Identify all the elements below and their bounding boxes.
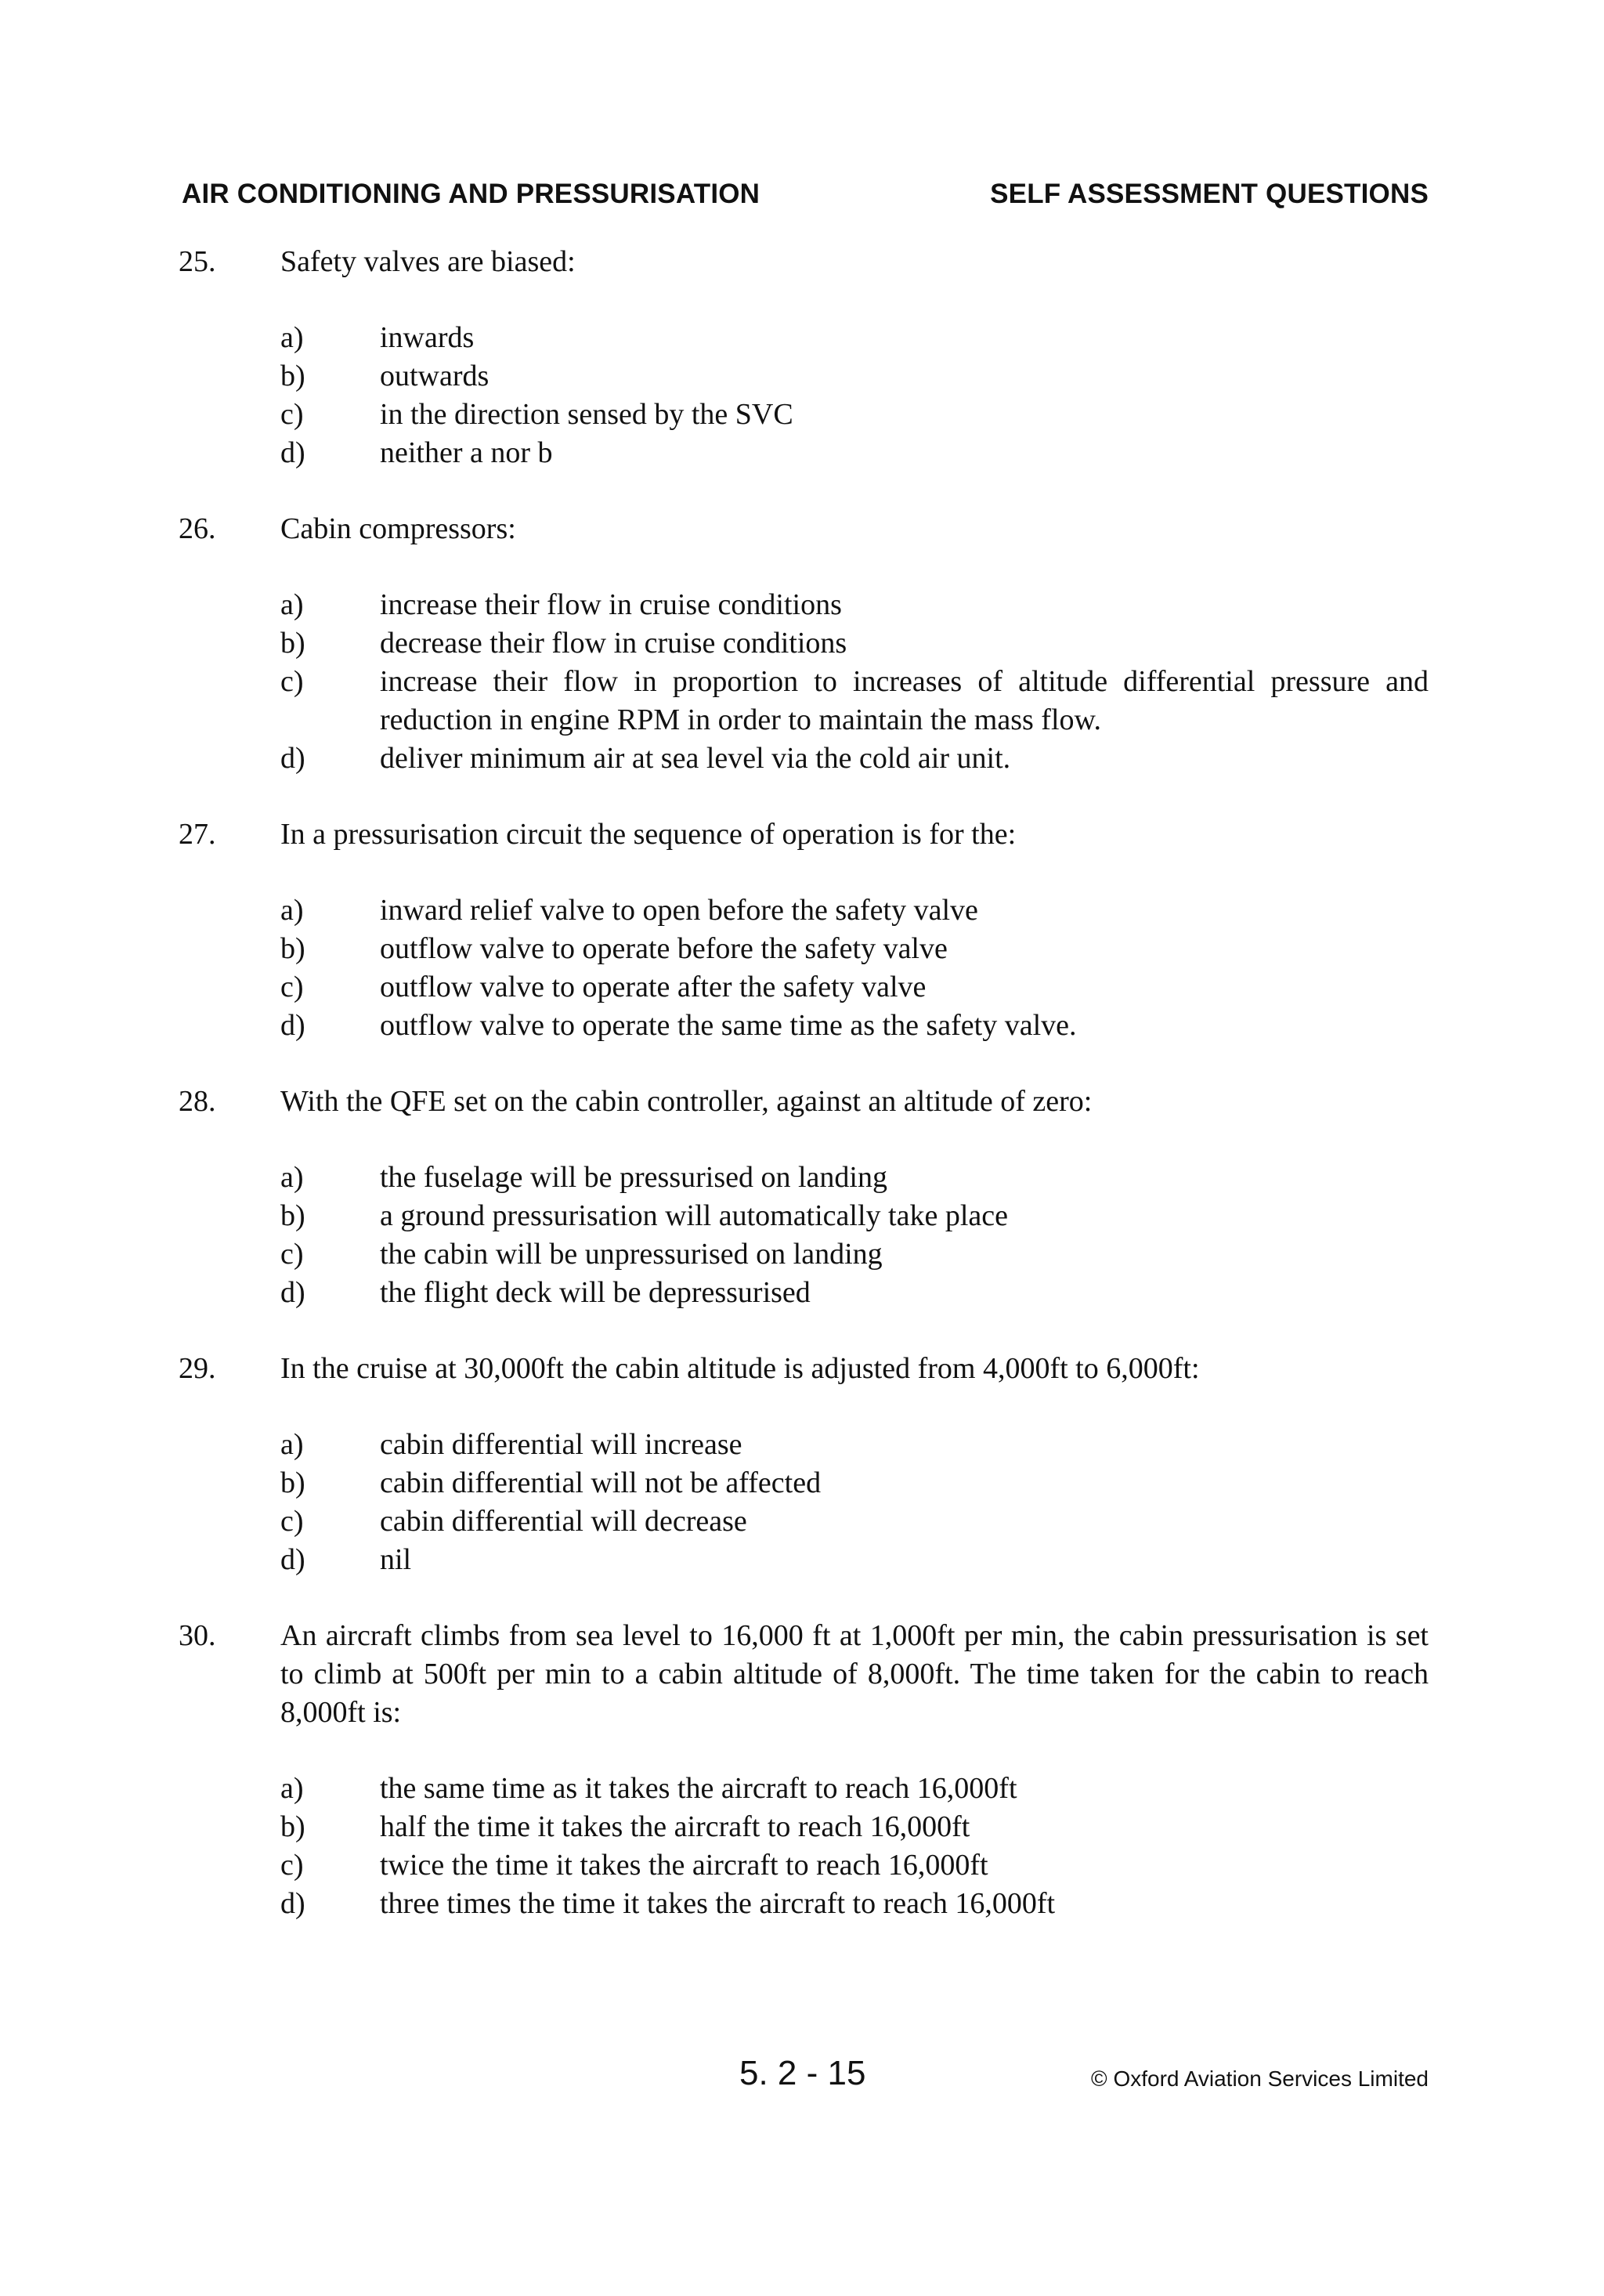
- option-d: [280, 1541, 1429, 1579]
- question-text: Cabin compressors:: [280, 512, 516, 545]
- question-number: 26.: [179, 512, 216, 545]
- option-list: [280, 1770, 1429, 1923]
- question-text: In a pressurisation circuit the sequence of operation is for the:: [280, 818, 1017, 851]
- option-text: twice the time it takes the aircraft to reach 16,000ft: [380, 1849, 988, 1882]
- option-letter: c): [280, 665, 304, 698]
- option-text: the cabin will be unpressurised on landing: [380, 1238, 883, 1271]
- option-text: outflow valve to operate after the safety valve: [380, 971, 927, 1003]
- option-c: [280, 1235, 1429, 1274]
- option-text: three times the time it takes the aircraft to reach 16,000ft: [380, 1887, 1056, 1920]
- option-d: [280, 1007, 1429, 1045]
- option-letter: b): [280, 1199, 305, 1232]
- option-letter: a): [280, 588, 304, 621]
- option-c: [280, 968, 1429, 1007]
- option-letter: d): [280, 1276, 305, 1309]
- option-text: the fuselage will be pressurised on landing: [380, 1161, 887, 1194]
- option-letter: b): [280, 360, 305, 392]
- option-text: increase their flow in proportion to increases of altitude differential pressure and reduction in engine RPM in order to maintain the mass flow.: [380, 665, 1429, 736]
- option-letter: b): [280, 932, 305, 965]
- option-letter: d): [280, 436, 305, 469]
- page-header: [182, 179, 1429, 210]
- option-list: [280, 586, 1429, 778]
- question-28: [179, 1083, 1429, 1312]
- copyright-notice: © Oxford Aviation Services Limited: [1091, 2066, 1429, 2091]
- option-a: [280, 1770, 1429, 1808]
- option-b: [280, 930, 1429, 968]
- option-text: half the time it takes the aircraft to reach 16,000ft: [380, 1810, 970, 1843]
- question-30: [179, 1617, 1429, 1923]
- question-number: 30.: [179, 1619, 216, 1652]
- option-letter: b): [280, 627, 305, 660]
- header-right-title: SELF ASSESSMENT QUESTIONS: [990, 179, 1429, 209]
- option-text: nil: [380, 1543, 412, 1576]
- question-number: 29.: [179, 1352, 216, 1385]
- option-a: [280, 319, 1429, 357]
- option-text: neither a nor b: [380, 436, 553, 469]
- page-number: 5. 2 - 15: [739, 2054, 866, 2092]
- option-text: cabin differential will decrease: [380, 1505, 747, 1538]
- option-b: [280, 357, 1429, 396]
- option-b: [280, 624, 1429, 663]
- option-letter: a): [280, 894, 304, 927]
- option-letter: d): [280, 742, 305, 775]
- option-b: [280, 1808, 1429, 1846]
- option-text: decrease their flow in cruise conditions: [380, 627, 847, 660]
- option-letter: a): [280, 1772, 304, 1805]
- option-letter: a): [280, 321, 304, 354]
- option-letter: c): [280, 1849, 304, 1882]
- option-text: inward relief valve to open before the safety valve: [380, 894, 978, 927]
- option-letter: a): [280, 1428, 304, 1461]
- option-text: the flight deck will be depressurised: [380, 1276, 811, 1309]
- option-a: [280, 891, 1429, 930]
- question-text: With the QFE set on the cabin controller, against an altitude of zero:: [280, 1085, 1093, 1118]
- option-c: [280, 1846, 1429, 1885]
- option-text: cabin differential will increase: [380, 1428, 742, 1461]
- option-letter: b): [280, 1466, 305, 1499]
- option-b: [280, 1464, 1429, 1502]
- question-number: 27.: [179, 818, 216, 851]
- question-number: 28.: [179, 1085, 216, 1118]
- option-d: [280, 739, 1429, 778]
- question-text: In the cruise at 30,000ft the cabin altitude is adjusted from 4,000ft to 6,000ft:: [280, 1352, 1200, 1385]
- option-text: a ground pressurisation will automatically take place: [380, 1199, 1008, 1232]
- option-letter: b): [280, 1810, 305, 1843]
- option-text: increase their flow in cruise conditions: [380, 588, 842, 621]
- question-29: [179, 1350, 1429, 1579]
- option-d: [280, 434, 1429, 472]
- option-text: outflow valve to operate the same time as the safety valve.: [380, 1009, 1077, 1042]
- option-letter: c): [280, 971, 304, 1003]
- option-letter: d): [280, 1887, 305, 1920]
- option-text: deliver minimum air at sea level via the cold air unit.: [380, 742, 1011, 775]
- option-c: [280, 1502, 1429, 1541]
- option-letter: c): [280, 398, 304, 431]
- question-26: [179, 510, 1429, 778]
- question-text: An aircraft climbs from sea level to 16,000 ft at 1,000ft per min, the cabin pressurisation is set to climb at 500ft per min to a cabin altitude of 8,000ft. The time taken for the cabin to reach 8,000ft is:: [280, 1619, 1429, 1729]
- option-b: [280, 1197, 1429, 1235]
- option-letter: c): [280, 1238, 304, 1271]
- question-list: [179, 243, 1429, 1961]
- option-letter: d): [280, 1543, 305, 1576]
- question-25: [179, 243, 1429, 472]
- question-27: [179, 815, 1429, 1045]
- option-d: [280, 1885, 1429, 1923]
- option-text: outflow valve to operate before the safety valve: [380, 932, 948, 965]
- option-text: cabin differential will not be affected: [380, 1466, 822, 1499]
- header-left-title: AIR CONDITIONING AND PRESSURISATION: [182, 179, 760, 209]
- option-text: outwards: [380, 360, 490, 392]
- question-number: 25.: [179, 245, 216, 278]
- option-list: [280, 1159, 1429, 1312]
- option-letter: d): [280, 1009, 305, 1042]
- option-a: [280, 586, 1429, 624]
- option-text: inwards: [380, 321, 475, 354]
- option-d: [280, 1274, 1429, 1312]
- option-letter: a): [280, 1161, 304, 1194]
- option-c: [280, 396, 1429, 434]
- option-list: [280, 319, 1429, 472]
- option-text: the same time as it takes the aircraft to reach 16,000ft: [380, 1772, 1017, 1805]
- option-list: [280, 1426, 1429, 1579]
- question-text: Safety valves are biased:: [280, 245, 576, 278]
- option-list: [280, 891, 1429, 1045]
- option-a: [280, 1426, 1429, 1464]
- option-text: in the direction sensed by the SVC: [380, 398, 793, 431]
- option-letter: c): [280, 1505, 304, 1538]
- option-a: [280, 1159, 1429, 1197]
- option-c: [280, 663, 1429, 739]
